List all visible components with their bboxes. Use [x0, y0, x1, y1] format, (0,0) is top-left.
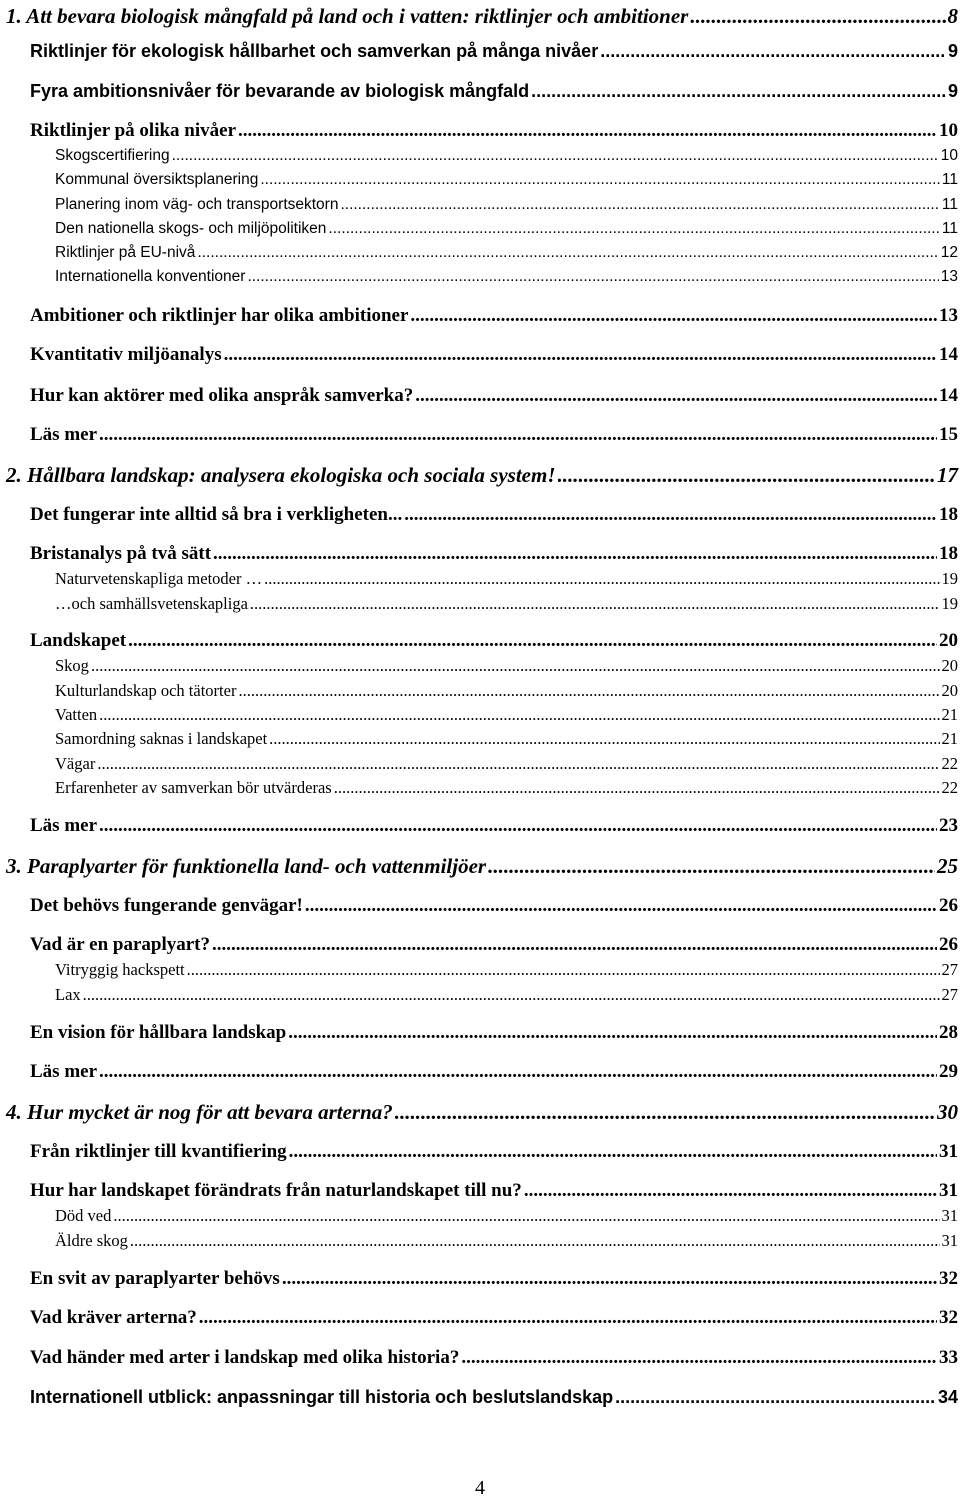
toc-entry[interactable]	[55, 656, 958, 676]
toc-entry[interactable]	[30, 305, 958, 327]
toc-entry[interactable]	[30, 344, 958, 366]
toc-entry-chapter-1[interactable]	[6, 4, 958, 29]
toc-entry-page: 11	[941, 220, 958, 237]
toc-leader-dots	[264, 569, 939, 589]
toc-leader-dots	[334, 778, 940, 798]
toc-entry-page: 13	[940, 268, 958, 285]
toc-leader-dots	[488, 854, 935, 879]
toc-entry-page: 31	[941, 1231, 958, 1250]
toc-entry-title: En vision för hållbara landskap	[30, 1022, 287, 1043]
toc-entry-page: 26	[939, 934, 958, 955]
toc-entry[interactable]	[30, 1180, 958, 1202]
toc-entry[interactable]	[30, 1307, 958, 1329]
toc-entry-title: 3. Paraplyarter för funktionella land- och vattenmiljöer	[6, 854, 487, 878]
toc-leader-dots	[99, 1061, 937, 1083]
toc-entry-title: Skogscertifiering	[55, 147, 170, 164]
toc-entry-title: Vägar	[55, 754, 96, 773]
toc-entry[interactable]	[30, 120, 958, 142]
toc-leader-dots	[172, 147, 939, 165]
toc-entry-title: Planering inom väg- och transportsektorn	[55, 196, 339, 213]
toc-entry-page: 20	[939, 630, 958, 651]
page-number: 4	[475, 1477, 485, 1499]
toc-leader-dots	[415, 385, 937, 407]
toc-leader-dots	[91, 656, 940, 676]
toc-entry-title: Kommunal översiktsplanering	[55, 171, 259, 188]
toc-entry-title: Kulturlandskap och tätorter	[55, 681, 237, 700]
toc-leader-dots	[128, 630, 937, 652]
toc-entry-title: 1. Att bevara biologisk mångfald på land och i vatten: riktlinjer och ambitioner	[6, 4, 689, 28]
toc-leader-dots	[558, 463, 935, 488]
toc-entry-page: 22	[941, 778, 958, 797]
toc-entry-page: 17	[937, 463, 958, 487]
toc-entry-page: 21	[941, 729, 958, 748]
toc-leader-dots	[288, 1022, 937, 1044]
toc-entry-title: Landskapet	[30, 630, 127, 651]
toc-leader-dots	[289, 1141, 937, 1163]
toc-entry[interactable]	[55, 244, 958, 262]
toc-entry-page: 11	[941, 171, 958, 188]
toc-entry-page: 19	[941, 594, 958, 613]
toc-entry-page: 23	[939, 815, 958, 836]
toc-leader-dots	[97, 754, 939, 774]
toc-entry-page: 10	[939, 120, 958, 141]
toc-entry-page: 34	[937, 1387, 958, 1407]
toc-entry-page: 12	[940, 244, 958, 261]
toc-entry-page: 26	[939, 895, 958, 916]
toc-leader-dots	[328, 220, 940, 238]
toc-leader-dots	[461, 1347, 937, 1369]
toc-entry-title: 4. Hur mycket är nog för att bevara arterna?	[6, 1100, 393, 1124]
toc-entry-page: 13	[939, 305, 958, 326]
toc-entry-title: Fyra ambitionsnivåer för bevarande av biologisk mångfald	[30, 81, 530, 101]
toc-entry-title: Naturvetenskapliga metoder …	[55, 569, 263, 588]
toc-leader-dots	[99, 705, 939, 725]
toc-leader-dots	[197, 244, 938, 262]
toc-entry[interactable]	[55, 147, 958, 165]
toc-entry[interactable]	[30, 543, 958, 565]
toc-leader-dots	[269, 729, 939, 749]
toc-entry[interactable]	[55, 960, 958, 980]
toc-entry[interactable]	[30, 385, 958, 407]
toc-entry[interactable]	[55, 985, 958, 1005]
toc-leader-dots	[690, 4, 945, 29]
toc-entry-page: 33	[939, 1347, 958, 1368]
toc-entry-title: En svit av paraplyarter behövs	[30, 1268, 280, 1289]
toc-leader-dots	[99, 815, 937, 837]
toc-entry-page: 22	[941, 754, 958, 773]
toc-entry-title: Vad kräver arterna?	[30, 1307, 197, 1328]
toc-leader-dots	[99, 424, 937, 446]
toc-leader-dots	[524, 1180, 937, 1202]
toc-entry[interactable]	[30, 41, 958, 62]
toc-entry[interactable]	[55, 778, 958, 798]
toc-entry-chapter-4[interactable]	[6, 1100, 958, 1125]
toc-leader-dots	[224, 344, 937, 366]
toc-entry-page: 30	[937, 1100, 958, 1124]
toc-leader-dots	[260, 171, 940, 189]
toc-entry-title: Död ved	[55, 1206, 112, 1225]
toc-entry-page: 8	[947, 4, 958, 28]
toc-entry[interactable]	[55, 754, 958, 774]
toc-leader-dots	[531, 81, 946, 102]
toc-entry[interactable]	[55, 681, 958, 701]
toc-leader-dots	[250, 594, 940, 614]
toc-entry-page: 10	[940, 147, 958, 164]
toc-entry[interactable]	[30, 1268, 958, 1290]
toc-entry[interactable]	[55, 594, 958, 614]
toc-entry-title: Den nationella skogs- och miljöpolitiken	[55, 220, 327, 237]
toc-entry-title: Riktlinjer på EU-nivå	[55, 244, 196, 261]
toc-leader-dots	[212, 934, 937, 956]
toc-entry[interactable]	[30, 1022, 958, 1044]
toc-entry-title: Riktlinjer på olika nivåer	[30, 120, 237, 141]
toc-entry-page: 25	[937, 854, 958, 878]
toc-entry-chapter-3[interactable]	[6, 854, 958, 879]
toc-entry[interactable]	[30, 895, 958, 917]
toc-entry-title: Från riktlinjer till kvantifiering	[30, 1141, 287, 1162]
toc-entry-page: 14	[939, 385, 958, 406]
toc-entry[interactable]	[30, 1061, 958, 1083]
toc-entry-page: 27	[941, 960, 958, 979]
toc-entry-page: 11	[941, 196, 958, 213]
toc-entry-page: 31	[939, 1141, 958, 1162]
toc-entry-title: Vitryggig hackspett	[55, 960, 185, 979]
toc-entry-page: 32	[939, 1268, 958, 1289]
toc-entry-page: 28	[939, 1022, 958, 1043]
toc-leader-dots	[213, 543, 937, 565]
toc-entry-page: 29	[939, 1061, 958, 1082]
toc-entry-title: Skog	[55, 656, 89, 675]
toc-leader-dots	[395, 1100, 935, 1125]
toc-entry[interactable]	[30, 504, 958, 526]
toc-entry-title: Äldre skog	[55, 1231, 128, 1250]
toc-entry-title: Lax	[55, 985, 81, 1004]
toc-leader-dots	[113, 1206, 939, 1226]
toc-entry-title: …och samhällsvetenskapliga	[55, 594, 248, 613]
toc-entry-title: Hur har landskapet förändrats från naturlandskapet till nu?	[30, 1180, 522, 1201]
toc-entry-page: 18	[939, 543, 958, 564]
toc-entry-title: Vad är en paraplyart?	[30, 934, 210, 955]
toc-leader-dots	[83, 985, 940, 1005]
toc-leader-dots	[600, 41, 946, 62]
toc-entry-page: 9	[947, 81, 958, 101]
toc-entry[interactable]	[30, 934, 958, 956]
toc-leader-dots	[130, 1231, 940, 1251]
toc-entry-title: Det behövs fungerande genvägar!	[30, 895, 303, 916]
toc-entry[interactable]	[30, 1387, 958, 1408]
toc-entry[interactable]	[55, 220, 958, 238]
toc-entry[interactable]	[30, 815, 958, 837]
toc-entry[interactable]	[55, 729, 958, 749]
toc-leader-dots	[238, 681, 939, 701]
toc-entry-title: Det fungerar inte alltid så bra i verkligheten...	[30, 504, 403, 525]
toc-entry-title: Kvantitativ miljöanalys	[30, 344, 222, 365]
toc-entry-title: Läs mer	[30, 1061, 98, 1082]
toc-entry[interactable]	[55, 1231, 958, 1251]
toc-entry-page: 18	[939, 504, 958, 525]
toc-leader-dots	[615, 1387, 936, 1408]
toc-leader-dots	[238, 120, 937, 142]
toc-entry-title: Vatten	[55, 705, 98, 724]
toc-entry-page: 15	[939, 424, 958, 445]
toc-entry-title: Internationella konventioner	[55, 268, 246, 285]
toc-entry[interactable]	[30, 1347, 958, 1369]
toc-entry[interactable]	[55, 705, 958, 725]
toc-entry-page: 21	[941, 705, 958, 724]
toc-entry[interactable]	[30, 424, 958, 446]
toc-leader-dots	[410, 305, 937, 327]
toc-leader-dots	[282, 1268, 937, 1290]
toc-entry-page: 31	[941, 1206, 958, 1225]
toc-entry-page: 20	[941, 681, 958, 700]
toc-entry-chapter-2[interactable]	[6, 463, 958, 488]
toc-leader-dots	[305, 895, 937, 917]
toc-leader-dots	[340, 196, 939, 214]
toc-entry-title: 2. Hållbara landskap: analysera ekologiska och sociala system!	[6, 463, 556, 487]
toc-entry-title: Läs mer	[30, 815, 98, 836]
toc-entry-page: 27	[941, 985, 958, 1004]
toc-entry-page: 31	[939, 1180, 958, 1201]
toc-leader-dots	[187, 960, 940, 980]
toc-entry-title: Hur kan aktörer med olika anspråk samverka?	[30, 385, 414, 406]
toc-entry[interactable]	[30, 81, 958, 102]
toc-entry-title: Bristanalys på två sätt	[30, 543, 212, 564]
toc-entry-page: 20	[941, 656, 958, 675]
toc-entry[interactable]	[30, 1141, 958, 1163]
toc-entry[interactable]	[55, 196, 958, 214]
toc-entry[interactable]	[55, 171, 958, 189]
toc-entry-page: 32	[939, 1307, 958, 1328]
toc-entry-title: Samordning saknas i landskapet	[55, 729, 268, 748]
toc-entry[interactable]	[55, 1206, 958, 1226]
toc-entry-title: Internationell utblick: anpassningar till historia och beslutslandskap	[30, 1387, 614, 1407]
toc-leader-dots	[404, 504, 937, 526]
toc-entry-page: 19	[941, 569, 958, 588]
toc-entry[interactable]	[30, 630, 958, 652]
toc-entry-title: Erfarenheter av samverkan bör utvärderas	[55, 778, 332, 797]
toc-leader-dots	[247, 268, 938, 286]
toc-entry-title: Riktlinjer för ekologisk hållbarhet och samverkan på många nivåer	[30, 41, 599, 61]
toc-entry-title: Vad händer med arter i landskap med olika historia?	[30, 1347, 460, 1368]
toc-entry-title: Läs mer	[30, 424, 98, 445]
toc-entry-title: Ambitioner och riktlinjer har olika ambitioner	[30, 305, 409, 326]
toc-entry[interactable]	[55, 569, 958, 589]
toc-entry-page: 14	[939, 344, 958, 365]
toc-entry-page: 9	[947, 41, 958, 61]
toc-leader-dots	[199, 1307, 937, 1329]
toc-entry[interactable]	[55, 268, 958, 286]
